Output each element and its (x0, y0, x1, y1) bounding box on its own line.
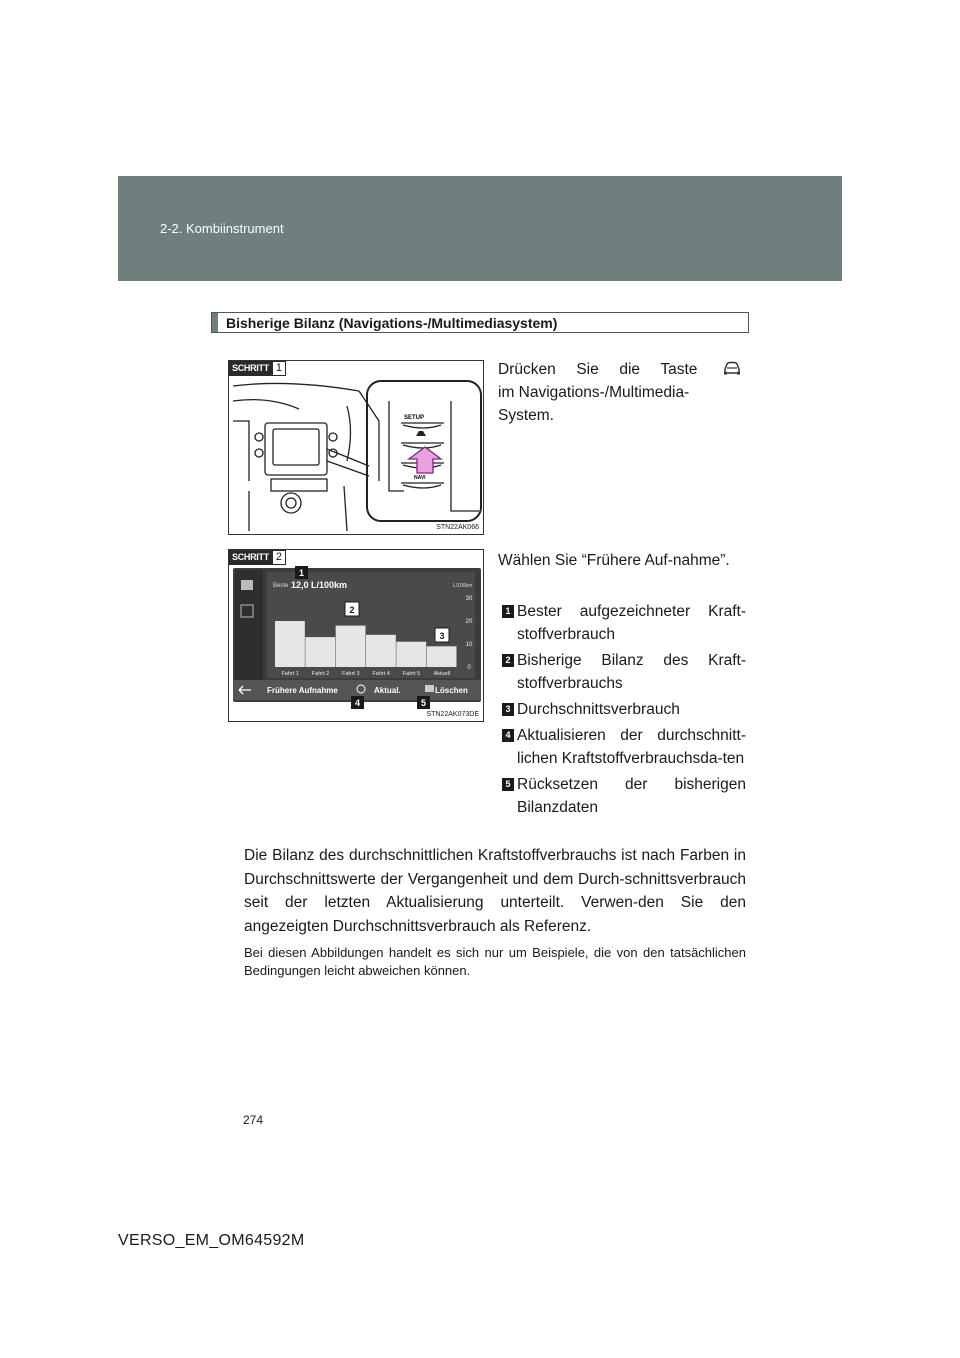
chart-bar (336, 626, 366, 667)
svg-text:Aktual.: Aktual. (374, 686, 401, 695)
chart-xlabel: Fahrt 4 (372, 671, 390, 677)
section-title-bar (211, 312, 749, 333)
callout-4 (351, 696, 364, 709)
document-id: VERSO_EM_OM64592M (118, 1232, 305, 1249)
figure-code: STN22AK066 (436, 524, 479, 531)
svg-text:NAVI: NAVI (414, 475, 426, 481)
svg-text:12,0 L/100km: 12,0 L/100km (291, 580, 348, 590)
svg-text:L/100km: L/100km (453, 583, 473, 589)
chart-bar (366, 635, 396, 667)
flag-icon (241, 580, 253, 590)
chart-ytick: 10 (465, 642, 473, 648)
chart-xlabel: Fahrt 1 (281, 671, 299, 677)
callout-1 (295, 566, 308, 579)
callout-2 (345, 602, 359, 616)
svg-text:Beste: Beste (273, 583, 289, 589)
chart-xlabel: Fahrt 5 (402, 671, 421, 677)
callout-legend (502, 600, 746, 822)
list-item: 1 Bester aufgezeichneter Kraft-stoffverbrauch (502, 600, 746, 646)
chart-bar (275, 621, 305, 667)
chart-xlabel: Aktuell (433, 671, 451, 677)
list-item: 2 Bisherige Bilanz des Kraft-stoffverbrauchs (502, 649, 746, 695)
body-paragraph: Die Bilanz des durchschnittlichen Kraftstoffverbrauchs ist nach Farben in Durchschnittswerte der Vergangenheit und dem Durch-schnittsverbrauch seit der letzten Aktualisierung unterteilt. Verwen-den Sie den angezeigten Durchschnittsverbrauch als Referenz. (244, 847, 746, 935)
svg-text:SETUP: SETUP (404, 415, 425, 421)
note-text: Bei diesen Abbildungen handelt es sich nur um Beispiele, die von den tatsächlichen Bedingungen leicht abweichen können. (244, 945, 746, 978)
step2-text: Wählen Sie “Frühere Auf-nahme”. (498, 552, 730, 569)
breadcrumb: 2-2. Kombiinstrument (160, 221, 284, 236)
section-accent (212, 313, 218, 332)
chart-ytick: 30 (465, 596, 473, 602)
figure-step1 (228, 360, 484, 535)
chart-xlabel: Fahrt 2 (311, 671, 330, 677)
callout-3 (435, 628, 449, 642)
svg-text:5: 5 (420, 698, 427, 708)
chart-ytick: 20 (465, 619, 473, 625)
step-tag-1: SCHRITT 1 (229, 361, 286, 376)
dashboard-illustration (229, 361, 484, 535)
car-icon (722, 361, 742, 375)
fuel-history-screen (229, 550, 484, 722)
svg-text:1: 1 (298, 568, 305, 578)
svg-text:4: 4 (354, 698, 361, 708)
step-tag-2: SCHRITT 2 (229, 550, 286, 565)
eraser-icon (425, 685, 434, 692)
figure-step2 (228, 549, 484, 722)
section-title: Bisherige Bilanz (Navigations-/Multimediasystem) (226, 315, 558, 331)
page-number: 274 (243, 1113, 264, 1127)
chart-bar (305, 637, 335, 667)
step1-text: Drücken Sie die Taste im Navigations-/Multimedia-System. (498, 358, 746, 427)
list-item: 5 Rücksetzen der bisherigen Bilanzdaten (502, 773, 746, 819)
list-item: 3 Durchschnittsverbrauch (502, 698, 746, 721)
callout-5 (417, 696, 430, 709)
svg-text:Frühere Aufnahme: Frühere Aufnahme (267, 686, 338, 695)
chart-bar (396, 642, 426, 667)
svg-text:Löschen: Löschen (435, 686, 468, 695)
arrow-up-icon (409, 447, 441, 473)
svg-text:2: 2 (349, 605, 355, 615)
svg-text:3: 3 (439, 631, 445, 641)
chart-ytick: 0 (467, 665, 471, 671)
chart-bar (427, 646, 457, 667)
figure-code: STN22AK073DE (426, 711, 479, 718)
chart-xlabel: Fahrt 3 (342, 671, 360, 677)
chapter-header (118, 176, 842, 281)
list-item: 4 Aktualisieren der durchschnitt-lichen Kraftstoffverbrauchsda-ten (502, 724, 746, 770)
